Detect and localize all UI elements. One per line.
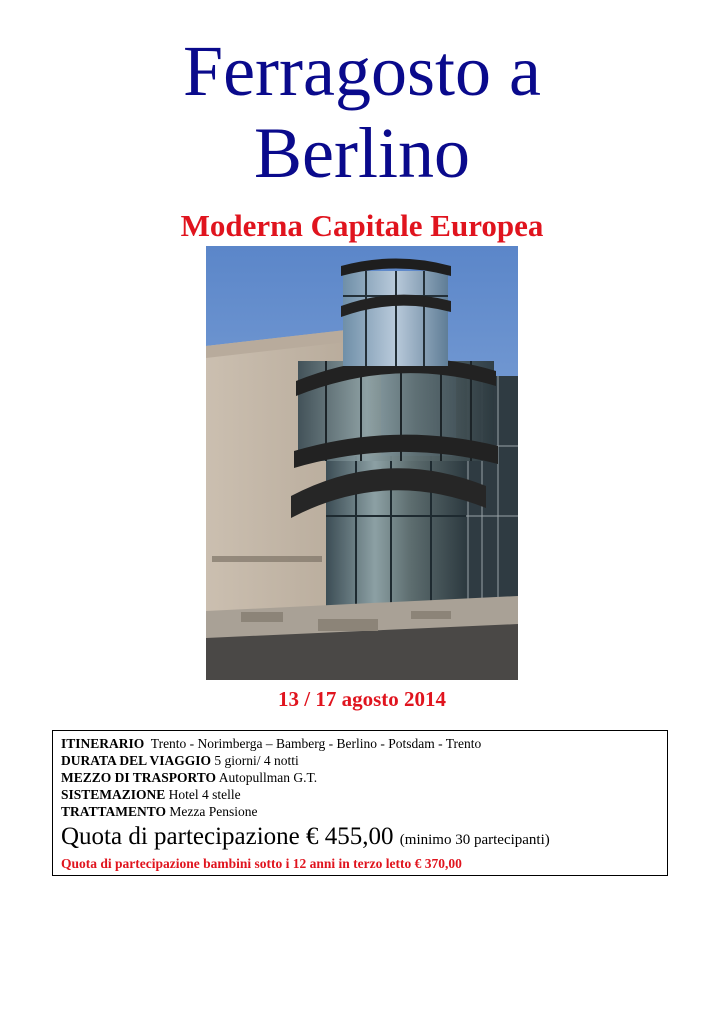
accommodation-label: SISTEMAZIONE [61,787,166,802]
title-line-1: Ferragosto a [183,31,541,111]
itinerary-label: ITINERARIO [61,736,145,751]
museum-glass-staircase-photo [206,246,518,680]
itinerary-row [61,735,659,752]
transport-value: Autopullman G.T. [218,770,318,785]
board-value: Mezza Pensione [169,804,258,819]
travel-dates: 13 / 17 agosto 2014 [278,687,446,711]
transport-label: MEZZO DI TRASPORTO [61,770,217,785]
page-subtitle: Moderna Capitale Europea [180,208,544,243]
price-label: Quota di partecipazione € 455,00 [61,823,394,850]
board-row [61,803,659,820]
price-row [61,822,659,855]
price-note: (minimo 30 partecipanti) [399,832,550,848]
duration-value: 5 giorni/ 4 notti [214,753,299,768]
duration-label: DURATA DEL VIAGGIO [61,753,212,768]
itinerary-value: Trento - Norimberga – Bamberg - Berlino - Potsdam - Trento [150,736,482,751]
duration-row [61,752,659,769]
child-price-row: Quota di partecipazione bambini sotto i 12 anni in terzo letto € 370,00 [61,856,462,871]
board-label: TRATTAMENTO [61,804,167,819]
accommodation-row [61,786,659,803]
title-line-2: Berlino [254,113,470,193]
accommodation-value: Hotel 4 stelle [168,787,241,802]
page-title [0,30,724,194]
trip-info-box [52,730,668,876]
transport-row [61,769,659,786]
